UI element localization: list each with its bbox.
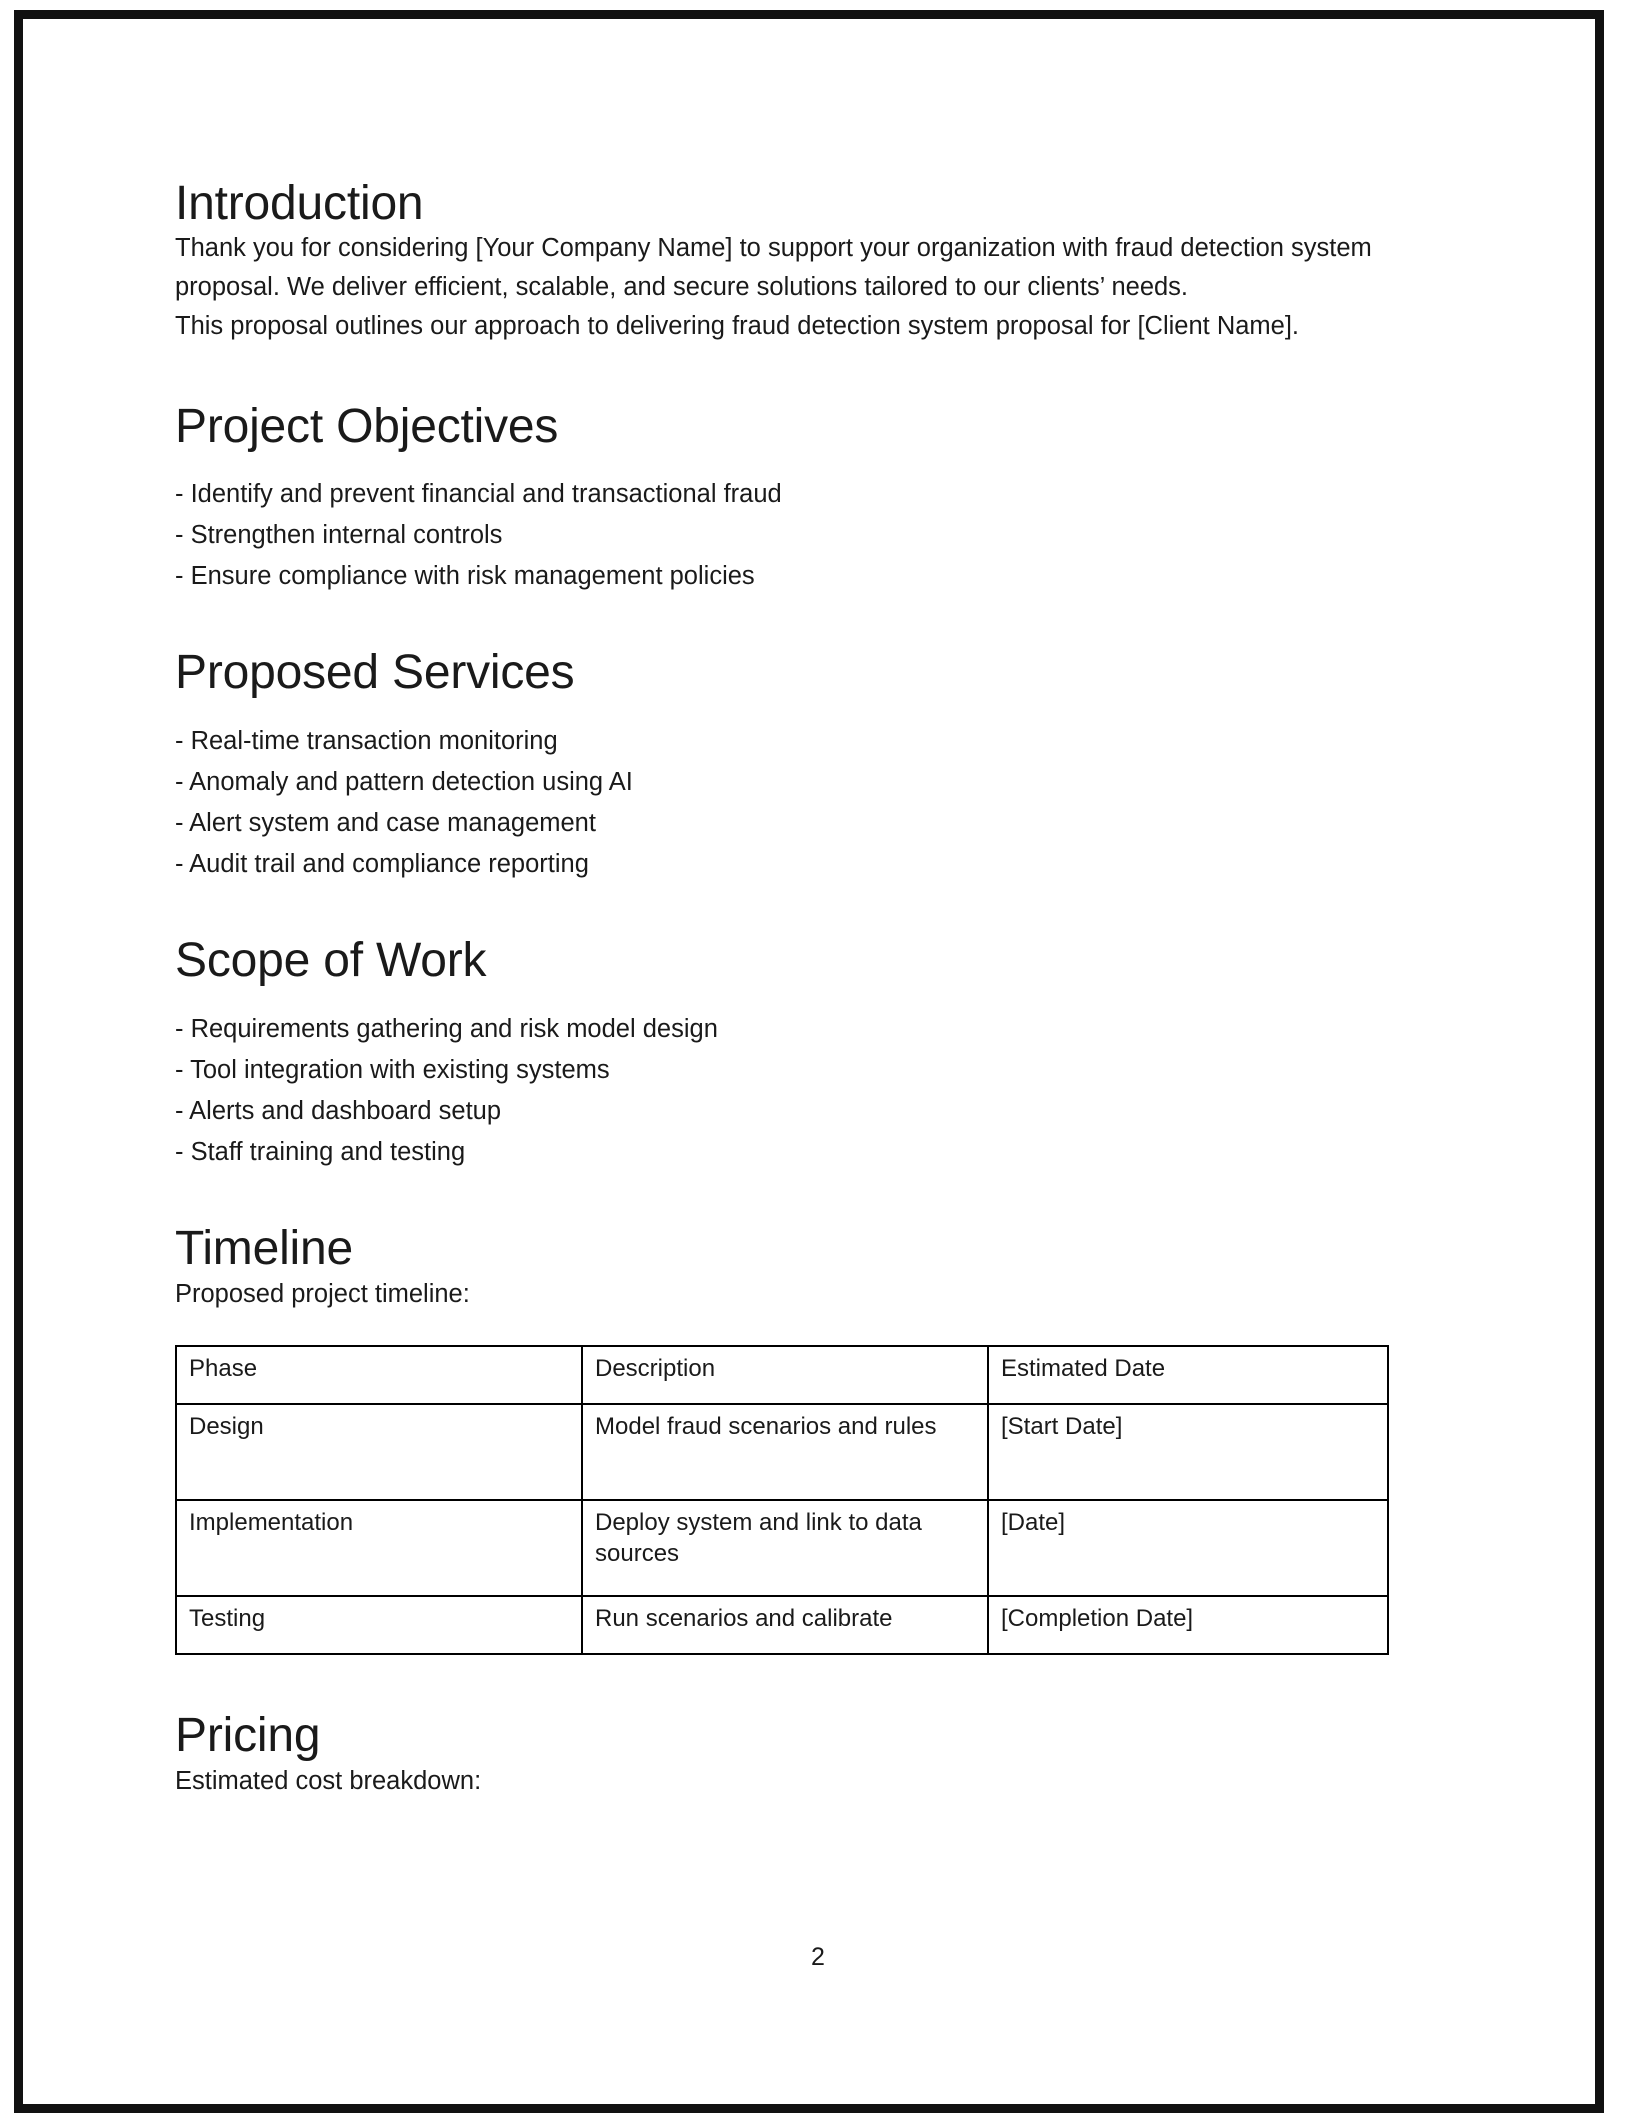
list-item: - Alerts and dashboard setup	[175, 1096, 502, 1125]
list-item: - Audit trail and compliance reporting	[175, 850, 589, 879]
list-item: - Alert system and case management	[175, 809, 596, 838]
table-cell-phase: Implementation	[176, 1500, 582, 1596]
section-project-objectives	[175, 399, 1405, 593]
list-item: - Tool integration with existing systems	[175, 1055, 610, 1084]
heading-scope-of-work: Scope of Work	[175, 934, 487, 988]
table-cell-phase: Testing	[176, 1596, 582, 1654]
heading-introduction: Introduction	[175, 177, 424, 230]
timeline-table	[175, 1345, 1389, 1655]
document-page	[14, 10, 1604, 2113]
list-item: - Anomaly and pattern detection using AI	[175, 767, 633, 796]
table-header-cell: Description	[582, 1346, 988, 1404]
paragraph-intro-2: This proposal outlines our approach to delivering fraud detection system proposal for [Client Name].	[175, 311, 1300, 340]
heading-pricing: Pricing	[175, 1709, 321, 1763]
table-header-cell: Phase	[176, 1346, 582, 1404]
table-cell-date: [Completion Date]	[988, 1596, 1388, 1654]
heading-proposed-services: Proposed Services	[175, 646, 575, 700]
table-cell-description: Deploy system and link to data sources	[582, 1500, 988, 1596]
list-scope-of-work	[175, 1013, 1405, 1169]
list-item: - Identify and prevent financial and transactional fraud	[175, 480, 782, 509]
list-item: - Real-time transaction monitoring	[175, 726, 558, 755]
table-header-row	[176, 1346, 1388, 1404]
list-item: - Strengthen internal controls	[175, 521, 503, 550]
list-item: - Staff training and testing	[175, 1138, 466, 1167]
table-row	[176, 1596, 1388, 1654]
section-timeline	[175, 1224, 1405, 1655]
paragraph-intro-1: Thank you for considering [Your Company Name] to support your organization with fraud detection system proposal. We deliver efficient, scalable, and secure solutions tailored to our clients’ needs.	[175, 234, 1372, 302]
section-proposed-services	[175, 648, 1405, 880]
page-number: 2	[811, 1943, 825, 1971]
document-content	[175, 149, 1405, 1800]
list-item: - Ensure compliance with risk management policies	[175, 562, 755, 591]
section-introduction	[175, 179, 1405, 346]
heading-project-objectives: Project Objectives	[175, 399, 559, 453]
table-header-cell: Estimated Date	[988, 1346, 1388, 1404]
list-item: - Requirements gathering and risk model design	[175, 1014, 718, 1043]
table-cell-date: [Start Date]	[988, 1404, 1388, 1500]
table-row	[176, 1500, 1388, 1596]
table-cell-description: Model fraud scenarios and rules	[582, 1404, 988, 1500]
list-proposed-services	[175, 725, 1405, 881]
table-cell-description: Run scenarios and calibrate	[582, 1596, 988, 1654]
table-cell-date: [Date]	[988, 1500, 1388, 1596]
pricing-intro-text: Estimated cost breakdown:	[175, 1766, 482, 1795]
table-cell-phase: Design	[176, 1404, 582, 1500]
heading-timeline: Timeline	[175, 1222, 354, 1276]
section-pricing	[175, 1711, 1405, 1800]
list-project-objectives	[175, 478, 1405, 592]
section-scope-of-work	[175, 936, 1405, 1168]
timeline-intro-text: Proposed project timeline:	[175, 1279, 470, 1308]
table-row	[176, 1404, 1388, 1500]
